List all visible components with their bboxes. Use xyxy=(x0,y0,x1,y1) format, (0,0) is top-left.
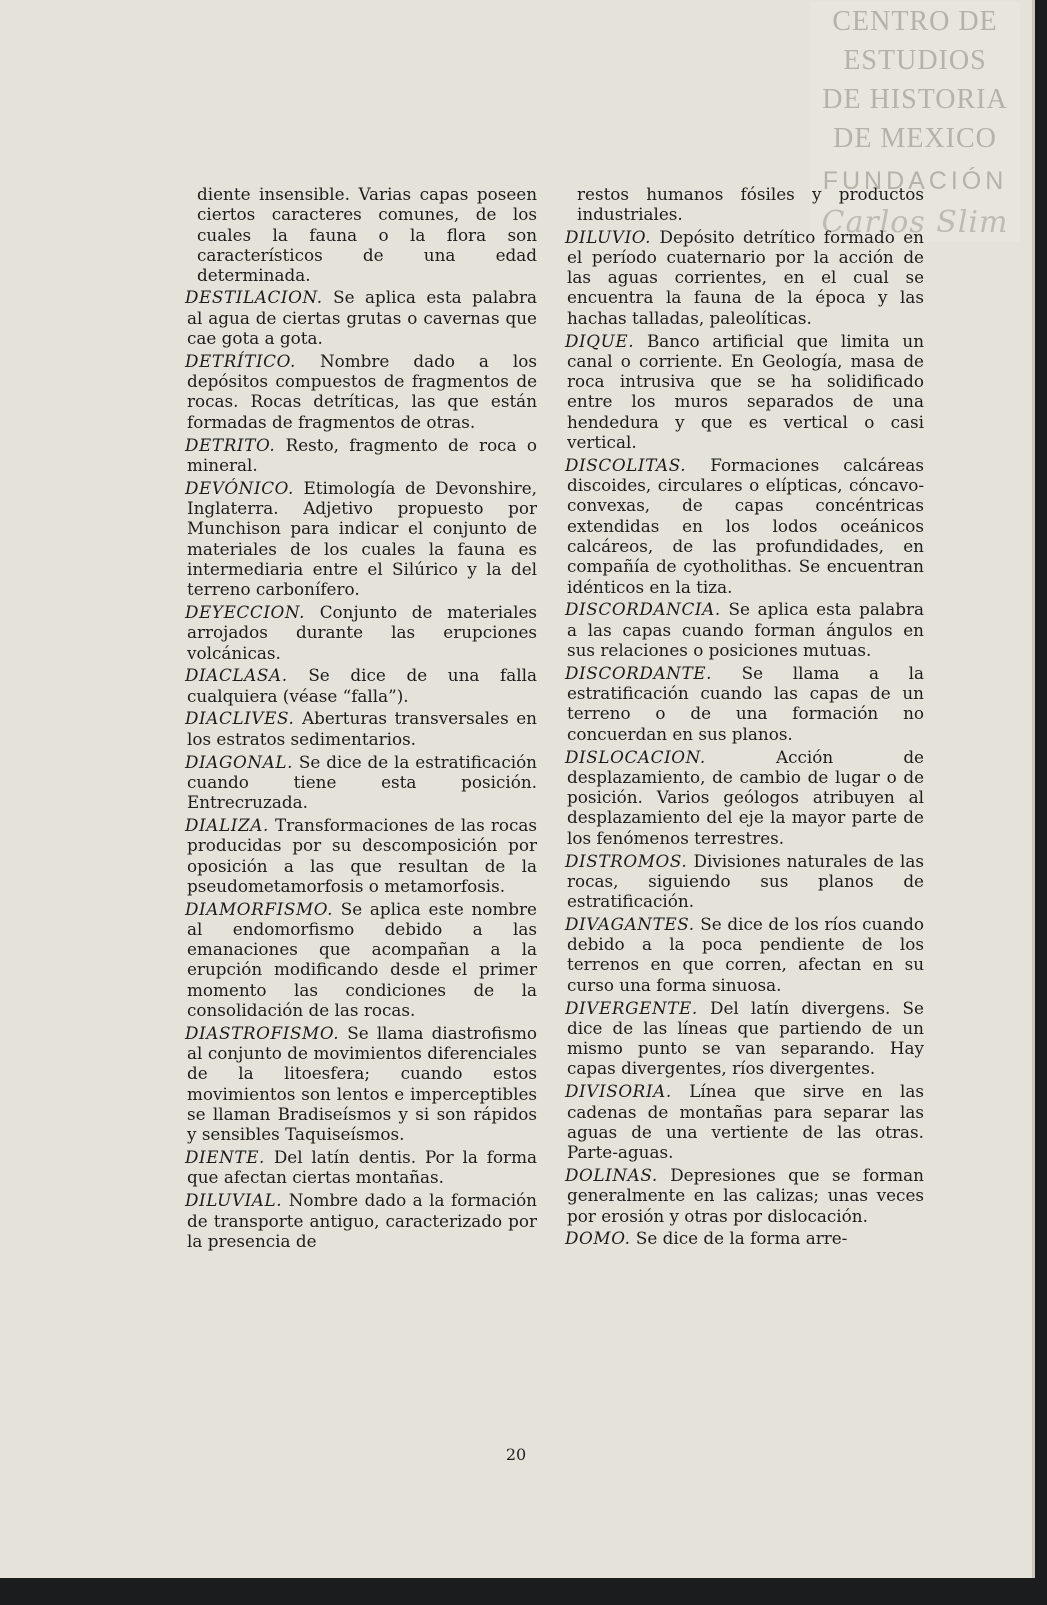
page-number: 20 xyxy=(505,1445,527,1464)
glossary-definition: Conjunto de materiales arrojados durante las erupciones volcánicas. xyxy=(187,601,537,663)
glossary-term: DOLINAS. xyxy=(565,1164,658,1185)
glossary-term: DISCORDANCIA. xyxy=(565,599,721,620)
glossary-definition: Se dice de la estratificación cuando tiene esta posición. Entrecruzada. xyxy=(187,751,537,813)
glossary-definition: Se dice de los ríos cuando debido a la poca pendiente de los terrenos en que corren, afectan en su curso una forma sinuosa. xyxy=(567,913,924,995)
glossary-entry xyxy=(567,1081,924,1162)
watermark-line: ESTUDIOS xyxy=(843,45,987,76)
glossary-entry xyxy=(187,478,537,600)
glossary-entry xyxy=(567,1228,924,1248)
glossary-entry xyxy=(187,351,537,432)
continued-text: diente insensible. Varias capas poseen ciertos caracteres comunes, de los cuales la fauna o la flora son característicos de una edad determinada. xyxy=(197,184,537,286)
glossary-term: DIAMORFISMO. xyxy=(185,898,334,919)
glossary-term: DILUVIO. xyxy=(565,226,652,247)
glossary-term: DEVÓNICO. xyxy=(185,477,294,498)
glossary-definition: Línea que sirve en las cadenas de montañas para separar las aguas de una vertiente de las otras. Parte-aguas. xyxy=(567,1081,924,1163)
glossary-entry xyxy=(187,1147,537,1188)
glossary-term: DETRÍTICO. xyxy=(185,350,296,371)
glossary-term: DISLOCACION. xyxy=(565,746,706,767)
right-entries xyxy=(567,227,924,1249)
glossary-term: DIVAGANTES. xyxy=(565,913,695,934)
watermark-line: DE HISTORIA xyxy=(822,84,1008,115)
glossary-definition: Se aplica este nombre al endomorfismo debido a las emanaciones que acompañan a la erupción modificando desde el primer momento las condiciones de la consolidación de las rocas. xyxy=(187,898,537,1021)
glossary-term: DOMO. xyxy=(565,1228,631,1249)
glossary-entry xyxy=(187,708,537,749)
glossary-definition: Etimología de Devonshire, Inglaterra. Adjetivo propuesto por Munchison para indicar el conjunto de materiales de los cuales la fauna es intermediaria entre el Silúrico y la del terreno carbonífero. xyxy=(187,477,538,600)
glossary-term: DIACLIVES. xyxy=(185,708,295,729)
glossary-term: DIVERGENTE. xyxy=(565,997,698,1018)
glossary-entry xyxy=(187,1023,537,1145)
glossary-entry xyxy=(187,435,537,476)
continued-text: restos humanos fósiles y productos industriales. xyxy=(577,184,924,225)
glossary-definition: Se aplica esta palabra a las capas cuando forman ángulos en sus relaciones o posiciones mutuas. xyxy=(567,599,924,661)
glossary-term: DISCORDANTE. xyxy=(565,662,713,683)
glossary-definition: Aberturas transversales en los estratos sedimentarios. xyxy=(187,708,537,749)
glossary-term: DIQUE. xyxy=(565,330,635,351)
glossary-definition: Del latín dentis. Por la forma que afectan ciertas montañas. xyxy=(187,1147,537,1188)
glossary-entry xyxy=(567,914,924,995)
watermark-line: DE MEXICO xyxy=(833,123,997,154)
glossary-term: DETRITO. xyxy=(185,434,276,455)
glossary-term: DILUVIAL. xyxy=(185,1190,283,1211)
glossary-definition: Depresiones que se forman generalmente en las calizas; unas veces por erosión y otras por dislocación. xyxy=(567,1164,924,1226)
glossary-term: DEYECCION. xyxy=(185,601,306,622)
left-entries xyxy=(187,287,537,1251)
glossary-entry xyxy=(187,1190,537,1251)
glossary-definition: Se dice de una falla cualquiera (véase “falla”). xyxy=(187,665,538,706)
glossary-definition: Nombre dado a los depósitos compuestos de fragmentos de rocas. Rocas detríticas, las que están formadas de fragmentos de otras. xyxy=(187,350,537,432)
glossary-definition: Del latín divergens. Se dice de las líneas que partiendo de un mismo punto se van separando. Hay capas divergentes, ríos divergentes. xyxy=(567,997,924,1079)
glossary-term: DIACLASA. xyxy=(185,665,288,686)
glossary-entry xyxy=(187,602,537,663)
glossary-term: DIAGONAL. xyxy=(185,751,294,772)
glossary-definition: Se llama a la estratificación cuando las capas de un terreno o de una formación no concuerdan en sus planos. xyxy=(567,662,924,744)
glossary-entry xyxy=(187,287,537,348)
glossary-definition: Nombre dado a la formación de transporte antiguo, caracterizado por la presencia de xyxy=(187,1190,537,1251)
glossary-definition: Formaciones calcáreas discoides, circulares o elípticas, cóncavo-convexas, de capas concéntricas extendidas en los lodos oceánicos calcáreos, de las profundidades, en compañía de cyotholithas. Se encuentran idénticos en la tiza. xyxy=(567,454,924,597)
glossary-term: DIALIZA. xyxy=(185,814,269,835)
glossary-entry xyxy=(567,455,924,597)
glossary-term: DISCOLITAS. xyxy=(565,454,687,475)
watermark-foundation: FUNDACIÓN xyxy=(822,167,1008,195)
glossary-entry xyxy=(567,663,924,744)
glossary-definition: Se llama diastrofismo al conjunto de movimientos diferenciales de la litoesfera; cuando estos movimientos son lentos e imperceptibles se llaman Bradiseísmos y si son rápidos y sensibles Taquiseísmos. xyxy=(187,1022,538,1145)
right-column xyxy=(567,184,924,1251)
glossary-entry xyxy=(567,331,924,453)
glossary-definition: Depósito detrítico formado en el período cuaternario por la acción de las aguas corrientes, en el cual se encuentra la fauna de la época y las hachas talladas, paleolíticas. xyxy=(567,226,924,328)
left-column xyxy=(187,184,537,1254)
glossary-term: DIASTROFISMO. xyxy=(185,1022,340,1043)
glossary-entry xyxy=(187,665,537,706)
watermark-line: CENTRO DE xyxy=(832,6,998,37)
glossary-term: DISTROMOS. xyxy=(565,850,688,871)
glossary-entry xyxy=(567,851,924,912)
glossary-entry xyxy=(567,747,924,848)
glossary-entry xyxy=(567,227,924,328)
glossary-term: DIENTE. xyxy=(185,1147,265,1168)
glossary-term: DIVISORIA. xyxy=(565,1081,672,1102)
glossary-entry xyxy=(567,1165,924,1226)
glossary-definition: Se dice de la forma arre- xyxy=(635,1228,848,1249)
glossary-entry xyxy=(187,752,537,813)
glossary-definition: Acción de desplazamiento, de cambio de lugar o de posición. Varios geólogos atribuyen al desplazamiento del eje la mayor parte de los fenómenos terrestres. xyxy=(567,746,924,848)
glossary-term: DESTILACION. xyxy=(185,287,323,308)
glossary-entry xyxy=(187,815,537,896)
glossary-entry xyxy=(567,599,924,660)
glossary-definition: Banco artificial que limita un canal o corriente. En Geología, masa de roca intrusiva que se ha solidificado entre los muros separados de una hendedura y que es vertical o casi vertical. xyxy=(567,330,925,453)
glossary-definition: Transformaciones de las rocas producidas por su descomposición por oposición a las que resultan de la pseudometamorfosis o metamorfosis. xyxy=(187,814,537,896)
glossary-definition: Resto, fragmento de roca o mineral. xyxy=(187,434,537,475)
glossary-entry xyxy=(187,899,537,1021)
watermark-signature: Carlos Slim xyxy=(821,205,1009,240)
glossary-definition: Divisiones naturales de las rocas, siguiendo sus planos de estratificación. xyxy=(567,850,924,912)
glossary-entry xyxy=(567,998,924,1079)
glossary-definition: Se aplica esta palabra al agua de ciertas grutas o cavernas que cae gota a gota. xyxy=(187,287,537,349)
